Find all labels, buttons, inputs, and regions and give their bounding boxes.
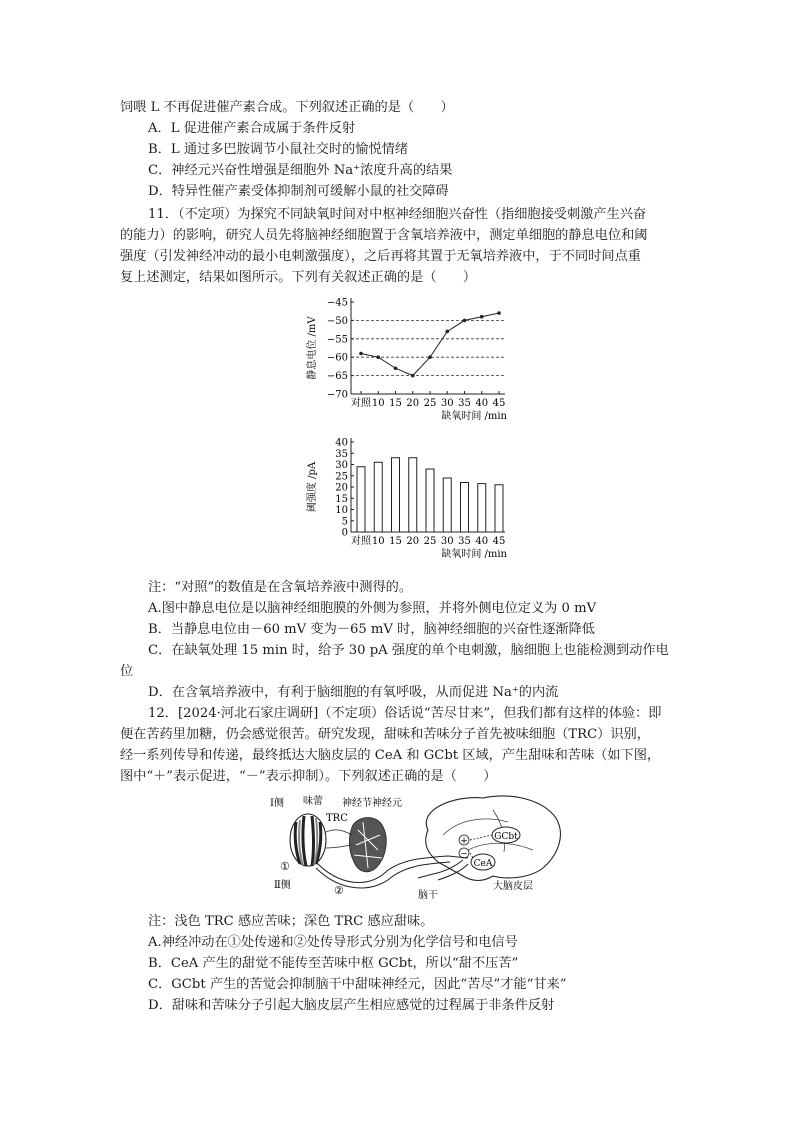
y-tick-label: 30 bbox=[335, 460, 348, 471]
y-axis-label: 静息电位 /mV bbox=[307, 316, 318, 380]
threshold-intensity-chart bbox=[305, 432, 520, 567]
x-tick-label: 35 bbox=[458, 536, 471, 547]
q11-option-d: D．在含氧培养液中，有利于脑细胞的有氧呼吸，从而促进 Na⁺的内流 bbox=[148, 685, 559, 700]
site-2-label: ② bbox=[334, 884, 344, 897]
bar bbox=[357, 467, 365, 532]
plus-sign: + bbox=[460, 836, 468, 847]
q11-stem-line4: 复上述测定，结果如图所示。下列有关叙述正确的是（ ） bbox=[120, 270, 477, 285]
q11-stem-line1: 11．（不定项）为探究不同缺氧时间对中枢神经细胞兴奋性（指细胞接受刺激产生兴奋 bbox=[148, 207, 647, 222]
x-tick-label: 10 bbox=[371, 536, 385, 547]
q10-option-c: C．神经元兴奋性增强是细胞外 Na⁺浓度升高的结果 bbox=[148, 163, 453, 178]
bar bbox=[443, 478, 451, 532]
data-point bbox=[480, 315, 484, 319]
q10-option-d: D．特异性催产素受体抑制剂可缓解小鼠的社交障碍 bbox=[148, 184, 449, 199]
x-axis-label: 缺氧时间 /min bbox=[441, 549, 507, 560]
x-tick-label: 10 bbox=[371, 398, 385, 409]
q10-option-b: B．L 通过多巴胺调节小鼠社交时的愉悦情绪 bbox=[148, 142, 409, 157]
q11-option-a: A.图中静息电位是以脑神经细胞膜的外侧为参照，并将外侧电位定义为 0 mV bbox=[148, 601, 597, 616]
y-tick-label: −50 bbox=[326, 315, 348, 327]
side-2-label: Ⅱ侧 bbox=[274, 880, 291, 891]
data-point bbox=[497, 311, 501, 315]
y-tick-label: −45 bbox=[326, 297, 348, 309]
x-tick-label: 25 bbox=[423, 398, 437, 409]
y-tick-label: 5 bbox=[341, 516, 348, 528]
q12-option-a: A.神经冲动在①处传递和②处传导形式分别为化学信号和电信号 bbox=[148, 935, 518, 950]
y-tick-label: −60 bbox=[326, 352, 348, 364]
x-tick-label: 15 bbox=[389, 398, 402, 409]
x-tick-label: 25 bbox=[423, 536, 437, 547]
cea-label: CeA bbox=[473, 859, 493, 869]
brainstem-label: 脑干 bbox=[418, 890, 438, 901]
q12-stem-line1: 12．[2024·河北石家庄调研]（不定项）俗话说“苦尽甘来”，但我们都有这样的体验：即 bbox=[148, 706, 662, 721]
q11-option-c: C．在缺氧处理 15 min 时，给予 30 pA 强度的单个电刺激，脑细胞上也能检测到动作电 bbox=[148, 643, 669, 658]
x-tick-label: 35 bbox=[458, 398, 471, 409]
x-tick-label: 对照 bbox=[351, 398, 371, 409]
site-1-label: ① bbox=[280, 860, 290, 873]
bar bbox=[495, 485, 503, 532]
y-tick-label: 40 bbox=[335, 437, 348, 449]
y-tick-label: 20 bbox=[335, 482, 348, 494]
y-tick-label: 15 bbox=[335, 493, 348, 505]
x-axis-label: 缺氧时间 /min bbox=[441, 411, 507, 422]
taste-bud-label: 味蕾 bbox=[303, 796, 323, 807]
side-1-label: Ⅰ侧 bbox=[270, 798, 284, 809]
x-tick-label: 30 bbox=[440, 398, 454, 409]
q11-stem-line3: 强度（引发神经冲动的最小电刺激强度），之后再将其置于无氧培养液中，于不同时间点重 bbox=[120, 249, 641, 264]
bar bbox=[409, 458, 417, 532]
q12-option-b: B．CeA 产生的甜觉不能传至苦味中枢 GCbt，所以“甜不压苦” bbox=[148, 956, 519, 971]
q11-stem-line2: 的能力）的影响，研究人员先将脑神经细胞置于含氧培养液中，测定单细胞的静息电位和阈 bbox=[120, 228, 648, 243]
trc-label: TRC bbox=[326, 813, 348, 824]
q10-option-a: A．L 促进催产素合成属于条件反射 bbox=[148, 121, 356, 136]
q11-option-c-cont: 位 bbox=[120, 664, 134, 679]
q11-note: 注：“对照”的数值是在含氧培养液中测得的。 bbox=[148, 580, 413, 595]
q10-stem-tail: 饲喂 L 不再促进催产素合成。下列叙述正确的是（ ） bbox=[120, 100, 454, 115]
data-point bbox=[394, 366, 398, 370]
x-tick-label: 20 bbox=[406, 398, 420, 409]
data-point bbox=[463, 319, 467, 323]
nerve-pathway bbox=[316, 856, 468, 882]
x-tick-label: 30 bbox=[440, 536, 454, 547]
x-tick-label: 45 bbox=[492, 536, 506, 547]
x-tick-label: 15 bbox=[389, 536, 402, 547]
bar bbox=[392, 458, 400, 532]
minus-sign: − bbox=[460, 849, 468, 860]
y-axis-label: 阈强度 /pA bbox=[307, 461, 318, 513]
cortex-label: 大脑皮层 bbox=[493, 881, 533, 892]
y-tick-label: −55 bbox=[326, 334, 348, 346]
q12-option-d: D．甜味和苦味分子引起大脑皮层产生相应感觉的过程属于非条件反射 bbox=[148, 998, 555, 1013]
y-tick-label: −70 bbox=[326, 389, 348, 401]
q12-stem-line2: 便在苦药里加糖，仍会感觉很苦。研究发现，甜味和苦味分子首先被味细胞（TRC）识别， bbox=[120, 727, 650, 742]
data-point bbox=[359, 352, 363, 356]
data-point bbox=[376, 355, 380, 359]
x-tick-label: 45 bbox=[492, 398, 506, 409]
y-tick-label: −65 bbox=[326, 371, 348, 383]
resting-potential-chart bbox=[305, 290, 520, 430]
x-tick-label: 40 bbox=[475, 398, 489, 409]
data-point bbox=[428, 355, 432, 359]
q12-option-c: C．GCbt 产生的苦觉会抑制脑干中甜味神经元，因此“苦尽”才能“甘来” bbox=[148, 977, 567, 992]
bar bbox=[374, 462, 382, 532]
gcbt-label: GCbt bbox=[494, 832, 518, 842]
bar bbox=[478, 484, 486, 532]
x-tick-label: 20 bbox=[406, 536, 420, 547]
q12-note: 注：浅色 TRC 感应苦味；深色 TRC 感应甜味。 bbox=[148, 914, 434, 929]
bar bbox=[426, 469, 434, 532]
y-tick-label: 35 bbox=[335, 448, 348, 460]
y-tick-label: 10 bbox=[335, 505, 348, 516]
q12-stem-line4: 图中“＋”表示促进，“－”表示抑制）。下列叙述正确的是（ ） bbox=[120, 769, 497, 784]
data-point bbox=[411, 374, 415, 378]
data-point bbox=[445, 330, 449, 334]
x-tick-label: 40 bbox=[475, 536, 489, 547]
q11-option-b: B．当静息电位由－60 mV 变为－65 mV 时，脑神经细胞的兴奋性逐渐降低 bbox=[148, 622, 595, 637]
q12-stem-line3: 经一系列传导和传递，最终抵达大脑皮层的 CeA 和 GCbt 区域，产生甜味和苦味（如下图， bbox=[120, 748, 661, 763]
x-tick-label: 对照 bbox=[351, 536, 371, 547]
y-tick-label: 25 bbox=[335, 471, 348, 483]
series-line bbox=[361, 313, 499, 376]
y-tick-label: 0 bbox=[341, 527, 348, 539]
bar bbox=[461, 483, 469, 533]
ganglion-neuron-label: 神经节神经元 bbox=[342, 798, 402, 809]
taste-pathway-diagram bbox=[268, 790, 568, 902]
